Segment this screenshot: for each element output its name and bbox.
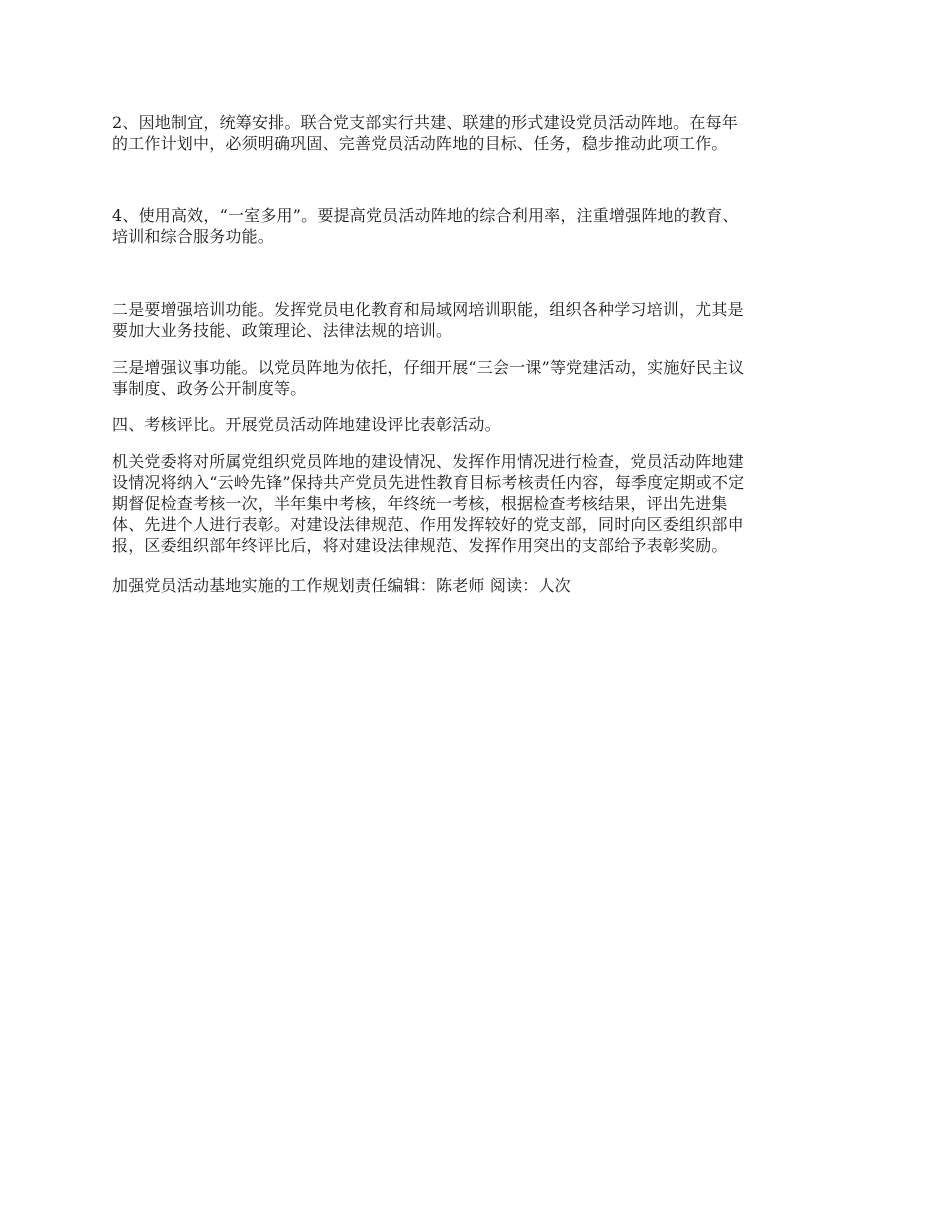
text-line: 体、先进个人进行表彰。对建设法律规范、作用发挥较好的党支部，同时向区委组织部申 bbox=[112, 515, 744, 534]
text-line: 机关党委将对所属党组织党员阵地的建设情况、发挥作用情况进行检查，党员活动阵地建 bbox=[112, 452, 744, 471]
text-line: 事制度、政务公开制度等。 bbox=[112, 379, 307, 398]
text-line: 期督促检查考核一次，半年集中考核，年终统一考核，根据检查考核结果，评出先进集 bbox=[112, 494, 728, 513]
text-line: 设情况将纳入“云岭先锋”保持共产党员先进性教育目标考核责任内容，每季度定期或不定 bbox=[112, 473, 745, 492]
text-line: 加强党员活动基地实施的工作规划责任编辑：陈老师 阅读：人次 bbox=[112, 576, 571, 595]
text-line: 三是增强议事功能。以党员阵地为依托，仔细开展“三会一课”等党建活动，实施好民主议 bbox=[112, 358, 745, 377]
paragraph-2-location-planning bbox=[112, 112, 842, 154]
paragraph-training-function bbox=[112, 299, 842, 341]
text-line: 4、使用高效，“一室多用”。要提高党员活动阵地的综合利用率，注重增强阵地的教育、 bbox=[112, 206, 739, 225]
text-line: 2、因地制宜，统筹安排。联合党支部实行共建、联建的形式建设党员活动阵地。在每年 bbox=[112, 113, 738, 132]
text-line: 四、考核评比。开展党员活动阵地建设评比表彰活动。 bbox=[112, 415, 501, 434]
paragraph-assessment-details bbox=[112, 451, 842, 556]
text-line: 的工作计划中，必须明确巩固、完善党员活动阵地的目标、任务，稳步推动此项工作。 bbox=[112, 134, 728, 153]
paragraph-assessment-heading bbox=[112, 414, 842, 435]
text-line: 二是要增强培训功能。发挥党员电化教育和局域网培训职能，组织各种学习培训，尤其是 bbox=[112, 300, 744, 319]
paragraph-editor-footer bbox=[112, 575, 842, 596]
paragraph-4-efficient-use bbox=[112, 205, 842, 247]
paragraph-deliberation-function bbox=[112, 357, 842, 399]
text-line: 培训和综合服务功能。 bbox=[112, 227, 275, 246]
text-line: 要加大业务技能、政策理论、法律法规的培训。 bbox=[112, 321, 453, 340]
text-line: 报，区委组织部年终评比后，将对建设法律规范、发挥作用突出的支部给予表彰奖励。 bbox=[112, 536, 728, 555]
